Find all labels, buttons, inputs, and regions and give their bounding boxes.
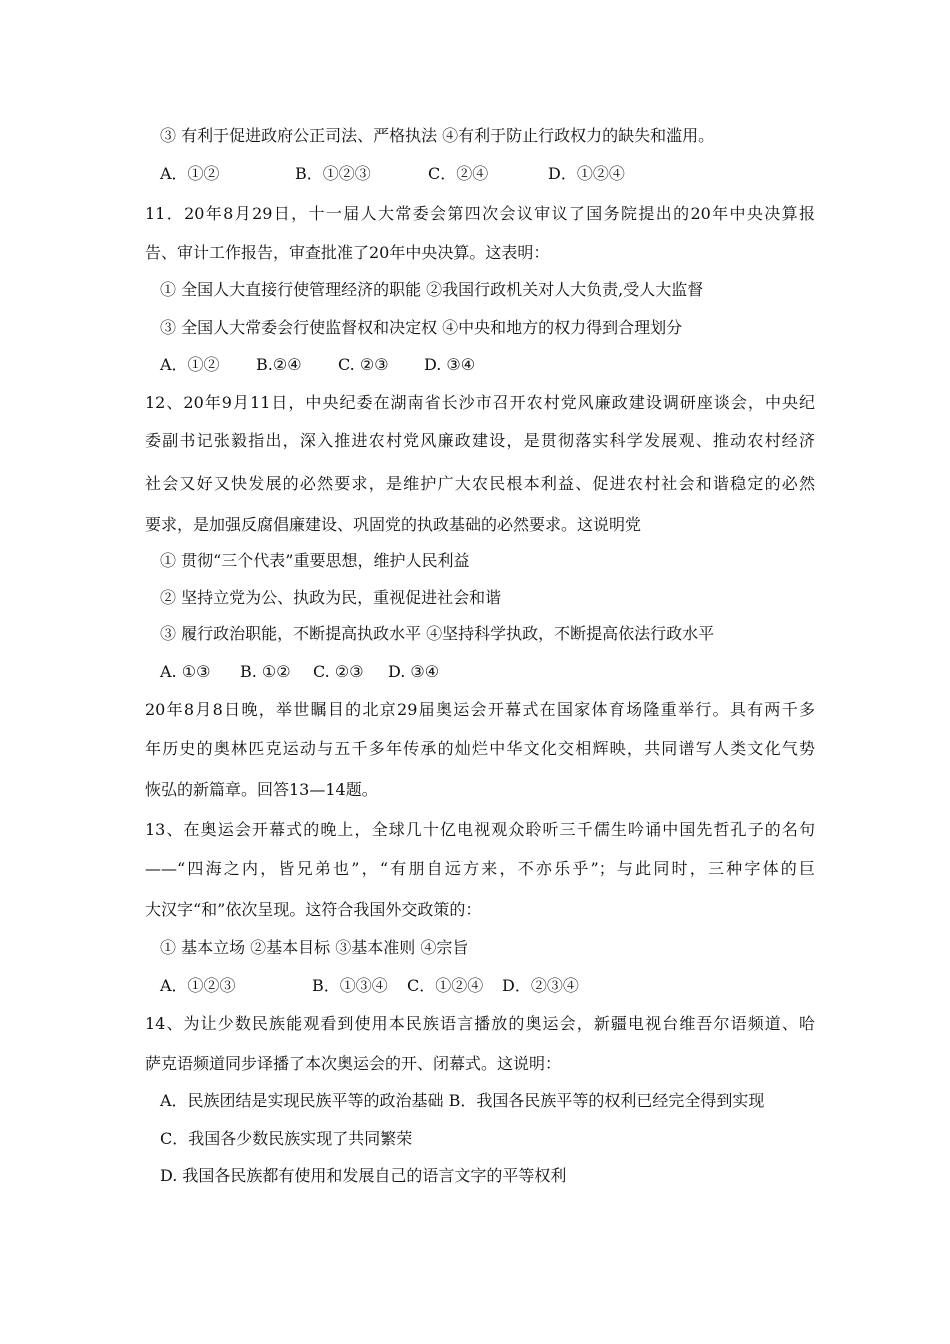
q12-items-3-4: ③ 履行政治职能，不断提高执政水平 ④坚持科学执政，不断提高依法行政水平 bbox=[160, 624, 715, 643]
q12-option-d: D. ③④ bbox=[388, 662, 440, 681]
q11-option-d: D. ③④ bbox=[424, 355, 476, 374]
q13-option-b: B．①③④ bbox=[312, 976, 388, 995]
q13-option-a: A．①②③ bbox=[160, 976, 236, 995]
q11-option-c: C. ②③ bbox=[338, 355, 389, 374]
q11-items-3-4: ③ 全国人大常委会行使监督权和决定权 ④中央和地方的权力得到合理划分 bbox=[160, 318, 683, 337]
q10-option-c: C．②④ bbox=[428, 164, 489, 183]
q12-stem-line-2: 委副书记张毅指出，深入推进农村党风廉政建设，是贯彻落实科学发展观、推动农村经济 bbox=[145, 431, 815, 450]
q11-option-a: A．①② bbox=[160, 355, 220, 374]
q10-option-a: A．①② bbox=[160, 164, 220, 183]
q13-stem-line-3: 大汉字“和”依次呈现。这符合我国外交政策的： bbox=[145, 900, 482, 919]
q11-items-1-2: ① 全国人大直接行使管理经济的职能 ②我国行政机关对人大负责,受人大监督 bbox=[160, 280, 704, 299]
intro-line-1: 20年8月8日晚，举世瞩目的北京29届奥运会开幕式在国家体育场隆重举行。具有两千多 bbox=[145, 700, 815, 719]
q14-option-d: D. 我国各民族都有使用和发展自己的语言文字的平等权利 bbox=[160, 1166, 567, 1185]
q10-option-d: D．①②④ bbox=[548, 164, 625, 183]
q13-option-c: C．①②④ bbox=[407, 976, 484, 995]
q12-item-1: ① 贯彻“三个代表”重要思想，维护人民利益 bbox=[160, 551, 470, 570]
q12-item-2: ② 坚持立党为公、执政为民，重视促进社会和谐 bbox=[160, 588, 502, 607]
q12-option-b: B. ①② bbox=[240, 662, 291, 681]
q12-option-c: C. ②③ bbox=[313, 662, 364, 681]
q14-stem-line-2: 萨克语频道同步译播了本次奥运会的开、闭幕式。这说明： bbox=[145, 1054, 562, 1073]
q13-items: ① 基本立场 ②基本目标 ③基本准则 ④宗旨 bbox=[160, 938, 469, 957]
q10-option-b: B．①②③ bbox=[295, 164, 371, 183]
q12-option-a: A. ①③ bbox=[160, 662, 211, 681]
q12-stem-line-3: 社会又好又快发展的必然要求，是维护广大农民根本利益、促进农村社会和谐稳定的必然 bbox=[145, 474, 815, 493]
intro-line-3: 恢弘的新篇章。回答13—14题。 bbox=[145, 780, 378, 799]
q13-stem-line-1: 13、在奥运会开幕式的晚上，全球几十亿电视观众聆听三千儒生吟诵中国先哲孔子的名句 bbox=[145, 820, 815, 839]
q10-options bbox=[160, 162, 830, 186]
q10-items-3-4: ③ 有利于促进政府公正司法、严格执法 ④有利于防止行政权力的缺失和滥用。 bbox=[160, 126, 715, 145]
q12-options bbox=[160, 660, 830, 684]
q13-options bbox=[160, 974, 830, 998]
q11-options bbox=[160, 353, 830, 377]
q12-stem-line-1: 12、20年9月11日，中央纪委在湖南省长沙市召开农村党风廉政建设调研座谈会，中央纪 bbox=[145, 393, 815, 412]
q13-stem-line-2: ——“四海之内，皆兄弟也”，“有朋自远方来，不亦乐乎”；与此同时，三种字体的巨 bbox=[145, 859, 815, 878]
q11-stem-line-1: 11．20年8月29日，十一届人大常委会第四次会议审议了国务院提出的20年中央决算报 bbox=[145, 204, 815, 223]
q11-stem-line-2: 告、审计工作报告，审查批准了20年中央决算。这表明： bbox=[145, 243, 550, 262]
q14-options-a-b: A．民族团结是实现民族平等的政治基础 B．我国各民族平等的权利已经完全得到实现 bbox=[160, 1091, 765, 1110]
q11-option-b: B.②④ bbox=[256, 355, 302, 374]
q13-option-d: D．②③④ bbox=[502, 976, 579, 995]
q14-stem-line-1: 14、为让少数民族能观看到使用本民族语言播放的奥运会，新疆电视台维吾尔语频道、哈 bbox=[145, 1014, 815, 1033]
q14-option-c: C．我国各少数民族实现了共同繁荣 bbox=[160, 1129, 413, 1148]
intro-line-2: 年历史的奥林匹克运动与五千多年传承的灿烂中华文化交相辉映，共同谱写人类文化气势 bbox=[145, 739, 815, 758]
q12-stem-line-4: 要求，是加强反腐倡廉建设、巩固党的执政基础的必然要求。这说明党 bbox=[145, 515, 642, 534]
